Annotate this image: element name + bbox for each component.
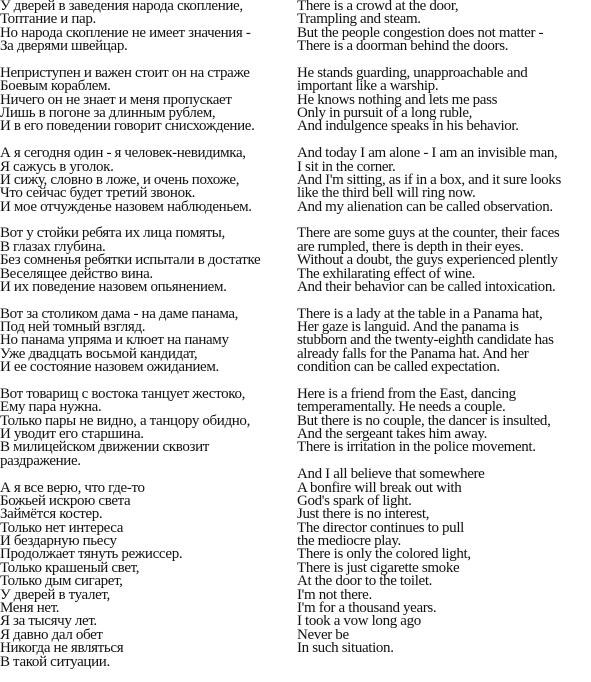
verse-line: Trampling and steam. <box>297 11 421 28</box>
verse-line: stubborn and the twenty-eighth candidate has <box>297 332 554 349</box>
verse-line: And the sergeant takes him away. <box>297 426 487 443</box>
stanza <box>297 468 591 655</box>
verse-line: There is only the colored light, <box>297 546 471 563</box>
verse-line: Я сажусь в уголок. <box>0 158 114 175</box>
verse-line: There is a crowd at the door, <box>297 0 459 14</box>
verse-line: The exhilarating effect of wine. <box>297 265 476 282</box>
verse-line: Вот за столиком дама - на даме панама, <box>0 305 239 322</box>
stanza <box>297 64 591 135</box>
verse-line: За дверями швейцар. <box>0 38 128 55</box>
verse-line: And today I am alone - I am an invisible man, <box>297 145 558 162</box>
verse-line: A bonfire will break out with <box>297 479 462 496</box>
verse-line: And I all believe that somewhere <box>297 466 485 483</box>
stanza <box>297 0 591 54</box>
verse-line: Никогда не являться <box>0 640 124 657</box>
verse-line: Без сомненья ребятки испытали в достатке <box>0 252 261 269</box>
verse-line: I'm not there. <box>297 586 372 603</box>
verse-line: Я давно дал обет <box>0 626 103 643</box>
verse-line: Только нет интереса <box>0 519 124 536</box>
verse-line: are rumpled, there is depth in their eyes. <box>297 238 524 255</box>
verse-line: И в его поведении говорит снисхождение. <box>0 118 255 135</box>
verse-line: Вот товарищ с востока танцует жестоко, <box>0 385 245 402</box>
verse-line: already falls for the Panama hat. And her <box>297 345 529 362</box>
verse-line: И бездарную пьесу <box>0 533 117 550</box>
stanza <box>297 227 591 294</box>
verse-line: I sit in the corner. <box>297 158 396 175</box>
verse-line: Ничего он не знает и меня пропускает <box>0 91 232 108</box>
stanza <box>0 479 292 670</box>
stanza <box>0 385 292 469</box>
verse-line: Только крашеный свет, <box>0 559 140 576</box>
verse-line: In such situation. <box>297 640 394 657</box>
verse-line: Never be <box>297 626 349 643</box>
verse-line: У дверей в заведения народа скопление, <box>0 0 243 14</box>
verse-line: раздражение. <box>0 452 81 469</box>
verse-line: There is just cigarette smoke <box>297 559 460 576</box>
verse-line: He knows nothing and lets me pass <box>297 91 498 108</box>
verse-line: В такой ситуации. <box>0 653 110 670</box>
stanza <box>297 385 591 456</box>
verse-line: Боевым кораблем. <box>0 78 111 95</box>
stanza <box>0 0 292 54</box>
verse-line: Ему пара нужна. <box>0 399 102 416</box>
verse-line: Займётся костер. <box>0 506 103 523</box>
verse-line: А я сегодня один - я человек-невидимка, <box>0 145 246 162</box>
verse-line: Я за тысячу лет. <box>0 613 97 630</box>
verse-line: There are some guys at the counter, their faces <box>297 225 560 242</box>
stanza <box>0 64 292 135</box>
verse-line: И сижу, словно в ложе, и очень похоже, <box>0 171 240 188</box>
verse-line: condition can be called expectation. <box>297 359 500 376</box>
verse-line: the mediocre play. <box>297 533 401 550</box>
verse-line: Веселящее действо вина. <box>0 265 153 282</box>
verse-line: Продолжает тянуть режиссер. <box>0 546 183 563</box>
verse-line: И их поведение назовем опьянением. <box>0 278 227 295</box>
verse-line: temperamentally. He needs a couple. <box>297 399 506 416</box>
verse-line: Only in pursuit of a long ruble, <box>297 105 473 122</box>
verse-line: And indulgence speaks in his behavior. <box>297 118 519 135</box>
verse-line: There is irritation in the police movement. <box>297 439 536 456</box>
verse-line: At the door to the toilet. <box>297 573 433 590</box>
verse-line: But the people congestion does not matter - <box>297 24 544 41</box>
verse-line: Лишь в погоне за длинным рублем, <box>0 105 216 122</box>
verse-line: Вот у стойки ребята их лица помяты, <box>0 225 225 242</box>
verse-line: Только пары не видно, а танцору обидно, <box>0 412 250 429</box>
verse-line: Just there is no interest, <box>297 506 430 523</box>
stanza <box>0 305 292 376</box>
verse-line: В милицейском движении сквозит <box>0 439 209 456</box>
stanza <box>0 147 292 214</box>
verse-line: And their behavior can be called intoxication. <box>297 278 556 295</box>
verse-line: Что сейчас будет третий звонок. <box>0 185 196 202</box>
verse-line: And my alienation can be called observation. <box>297 198 553 215</box>
verse-line: There is a doorman behind the doors. <box>297 38 509 55</box>
russian-text-column <box>0 0 292 682</box>
verse-line: Without a doubt, the guys experienced plently <box>297 252 558 269</box>
verse-line: And I'm sitting, as if in a box, and it sure looks <box>297 171 561 188</box>
stanza <box>297 147 591 214</box>
verse-line: Уже двадцать восьмой кандидат, <box>0 345 198 362</box>
stanza <box>297 305 591 376</box>
verse-line: А я все верю, что где-то <box>0 479 145 496</box>
verse-line: Только дым сигарет, <box>0 573 123 590</box>
verse-line: Меня нет. <box>0 600 60 617</box>
verse-line: God's spark of light. <box>297 492 412 509</box>
verse-line: I'm for a thousand years. <box>297 600 437 617</box>
verse-line: like the third bell will ring now. <box>297 185 476 202</box>
verse-line: But there is no couple, the dancer is insulted, <box>297 412 551 429</box>
verse-line: Под ней томный взгляд. <box>0 319 146 335</box>
verse-line: He stands guarding, unapproachable and <box>297 64 528 81</box>
verse-line: important like a warship. <box>297 78 439 95</box>
verse-line: Но народа скопление не имеет значения - <box>0 24 251 41</box>
english-translation-column <box>297 0 591 669</box>
verse-line: Топтание и пар. <box>0 11 96 28</box>
verse-line: The director continues to pull <box>297 519 464 536</box>
verse-line: И ее состояние назовем ожиданием. <box>0 359 219 376</box>
verse-line: У дверей в туалет, <box>0 586 110 603</box>
verse-line: Но панама упряма и клюет на панаму <box>0 332 229 349</box>
verse-line: Here is a friend from the East, dancing <box>297 385 516 402</box>
verse-line: В глазах глубина. <box>0 238 106 255</box>
verse-line: И уводит его старшина. <box>0 426 144 443</box>
stanza <box>0 227 292 294</box>
verse-line: Неприступен и важен стоит он на страже <box>0 64 250 81</box>
verse-line: И мое отчужденье назовем наблюденьем. <box>0 198 252 215</box>
verse-line: There is a lady at the table in a Panama hat, <box>297 305 543 322</box>
verse-line: Her gaze is languid. And the panama is <box>297 319 519 335</box>
verse-line: I took a vow long ago <box>297 613 421 630</box>
verse-line: Божьей искрою света <box>0 492 131 509</box>
